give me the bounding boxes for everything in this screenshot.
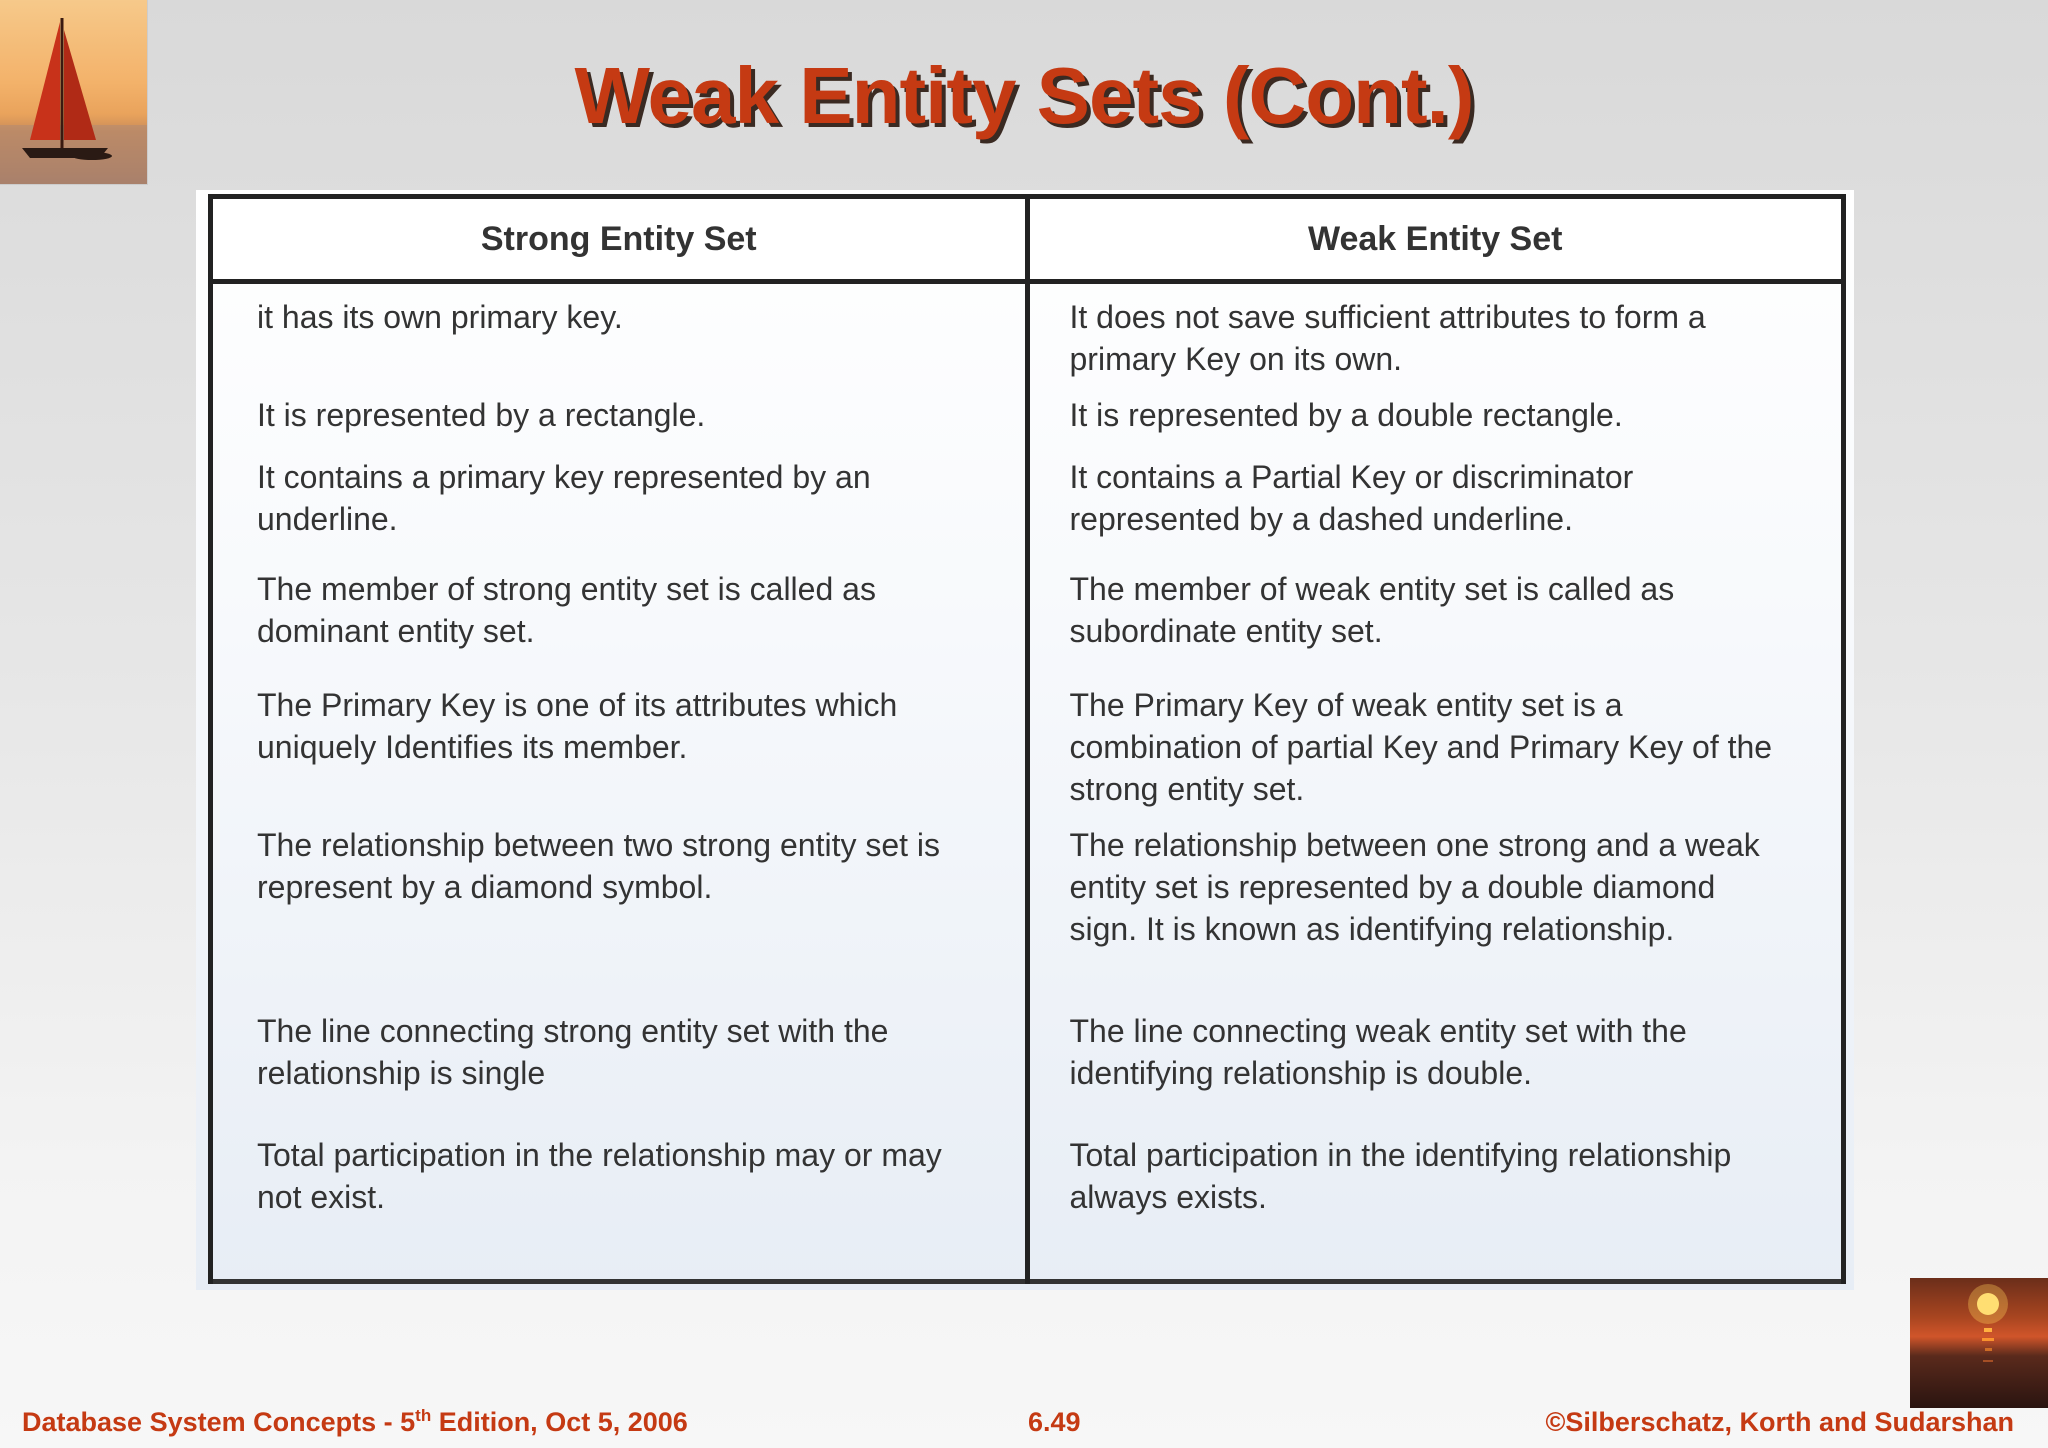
weak-cell: The member of weak entity set is called as subordinate entity set. — [1027, 568, 1844, 684]
table-row — [211, 684, 1844, 824]
footer-page-number: 6.49 — [1028, 1407, 1081, 1437]
column-header-strong: Strong Entity Set — [211, 197, 1028, 282]
table-row — [211, 824, 1844, 1010]
table-row — [211, 282, 1844, 394]
comparison-table — [208, 194, 1846, 1284]
strong-cell: Total participation in the relationship may or may not exist. — [211, 1134, 1028, 1282]
table-row — [211, 456, 1844, 568]
weak-cell: It does not save sufficient attributes to form a primary Key on its own. — [1027, 282, 1844, 394]
weak-cell: Total participation in the identifying relationship always exists. — [1027, 1134, 1844, 1282]
table-header-row — [211, 197, 1844, 282]
weak-cell: It is represented by a double rectangle. — [1027, 394, 1844, 456]
table-row — [211, 1134, 1844, 1282]
slide-title: Weak Entity Sets (Cont.) — [574, 51, 1474, 140]
strong-cell: The member of strong entity set is called as dominant entity set. — [211, 568, 1028, 684]
weak-cell: The relationship between one strong and a weak entity set is represented by a double diamond sign. It is known as identifying relationship. — [1027, 824, 1844, 1010]
strong-cell: The Primary Key is one of its attributes which uniquely Identifies its member. — [211, 684, 1028, 824]
weak-cell: It contains a Partial Key or discriminator represented by a dashed underline. — [1027, 456, 1844, 568]
strong-cell: The line connecting strong entity set with the relationship is single — [211, 1010, 1028, 1134]
table-row — [211, 568, 1844, 684]
strong-cell: it has its own primary key. — [211, 282, 1028, 394]
strong-cell: The relationship between two strong entity set is represent by a diamond symbol. — [211, 824, 1028, 1010]
strong-cell: It is represented by a rectangle. — [211, 394, 1028, 456]
table-row — [211, 1010, 1844, 1134]
sunset-logo — [1910, 1278, 2048, 1408]
weak-cell: The line connecting weak entity set with the identifying relationship is double. — [1027, 1010, 1844, 1134]
footer-copyright: ©Silberschatz, Korth and Sudarshan — [1545, 1407, 2014, 1437]
weak-cell: The Primary Key of weak entity set is a combination of partial Key and Primary Key of the strong entity set. — [1027, 684, 1844, 824]
strong-cell: It contains a primary key represented by an underline. — [211, 456, 1028, 568]
footer-book-title: Database System Concepts - 5th Edition, Oct 5, 2006 — [22, 1406, 688, 1437]
column-header-weak: Weak Entity Set — [1027, 197, 1844, 282]
table-row — [211, 394, 1844, 456]
comparison-table-panel — [196, 190, 1854, 1290]
